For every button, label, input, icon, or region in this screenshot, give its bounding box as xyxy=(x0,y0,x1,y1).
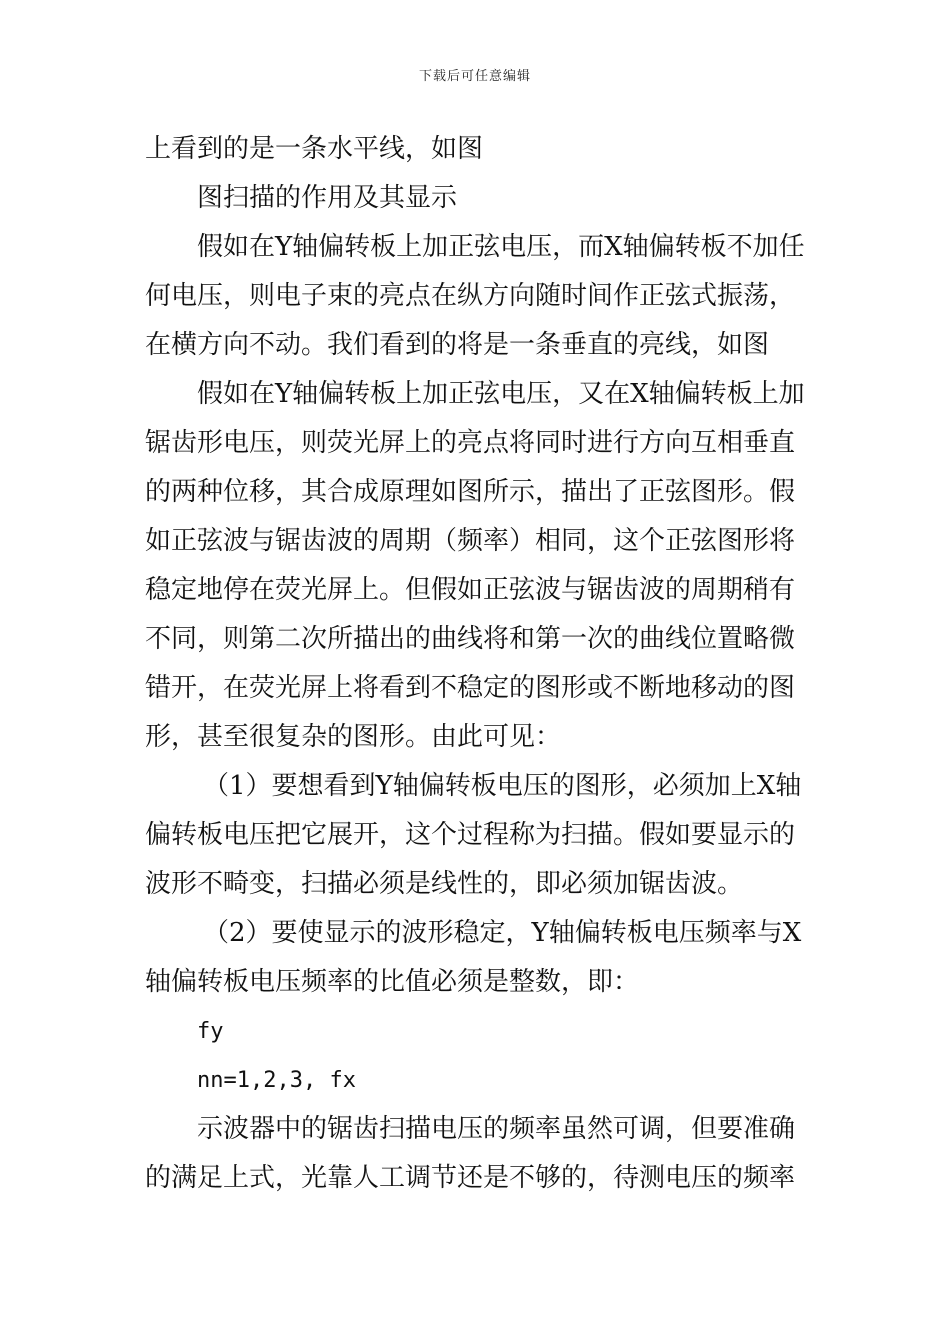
text-line: 上看到的是一条水平线，如图 xyxy=(145,134,484,164)
text-line: 形，甚至很复杂的图形。由此可见： xyxy=(145,722,562,752)
text-line: 何电压，则电子束的亮点在纵方向随时间作正弦式振荡， xyxy=(145,281,796,311)
text-line: 错开，在荧光屏上将看到不稳定的图形或不断地移动的图 xyxy=(145,673,796,703)
text-line: 假如在Y轴偏转板上加正弦电压，又在X轴偏转板上加 xyxy=(197,379,805,409)
formula-line: nn=1,2,3, fx xyxy=(197,1068,356,1093)
document-body xyxy=(145,125,807,1203)
numbered-point: （1）要想看到Y轴偏转板电压的图形，必须加上X轴 xyxy=(203,771,802,801)
text-line: 波形不畸变，扫描必须是线性的，即必须加锯齿波。 xyxy=(145,869,744,899)
text-line: 如正弦波与锯齿波的周期（频率）相同，这个正弦图形将 xyxy=(145,526,796,556)
text-line: 示波器中的锯齿扫描电压的频率虽然可调，但要准确 xyxy=(197,1114,796,1144)
text-line: 偏转板电压把它展开，这个过程称为扫描。假如要显示的 xyxy=(145,820,796,850)
numbered-point: （2）要使显示的波形稳定，Y轴偏转板电压频率与X xyxy=(203,918,802,948)
text-line: 稳定地停在荧光屏上。但假如正弦波与锯齿波的周期稍有 xyxy=(145,575,796,605)
text-line: 假如在Y轴偏转板上加正弦电压，而X轴偏转板不加任 xyxy=(197,232,805,262)
text-line: 轴偏转板电压频率的比值必须是整数，即： xyxy=(145,967,640,997)
text-line: 在横方向不动。我们看到的将是一条垂直的亮线，如图 xyxy=(145,330,770,360)
text-line: 不同，则第二次所描出的曲线将和第一次的曲线位置略微 xyxy=(145,624,796,654)
text-line: 的两种位移，其合成原理如图所示，描出了正弦图形。假 xyxy=(145,477,796,507)
text-line: 的满足上式，光靠人工调节还是不够的，待测电压的频率 xyxy=(145,1163,796,1193)
text-line: 锯齿形电压，则荧光屏上的亮点将同时进行方向互相垂直 xyxy=(145,428,796,458)
figure-caption: 图扫描的作用及其显示 xyxy=(197,183,458,213)
page-header: 下载后可任意编辑 xyxy=(418,69,531,84)
formula-line: fy xyxy=(197,1019,224,1044)
